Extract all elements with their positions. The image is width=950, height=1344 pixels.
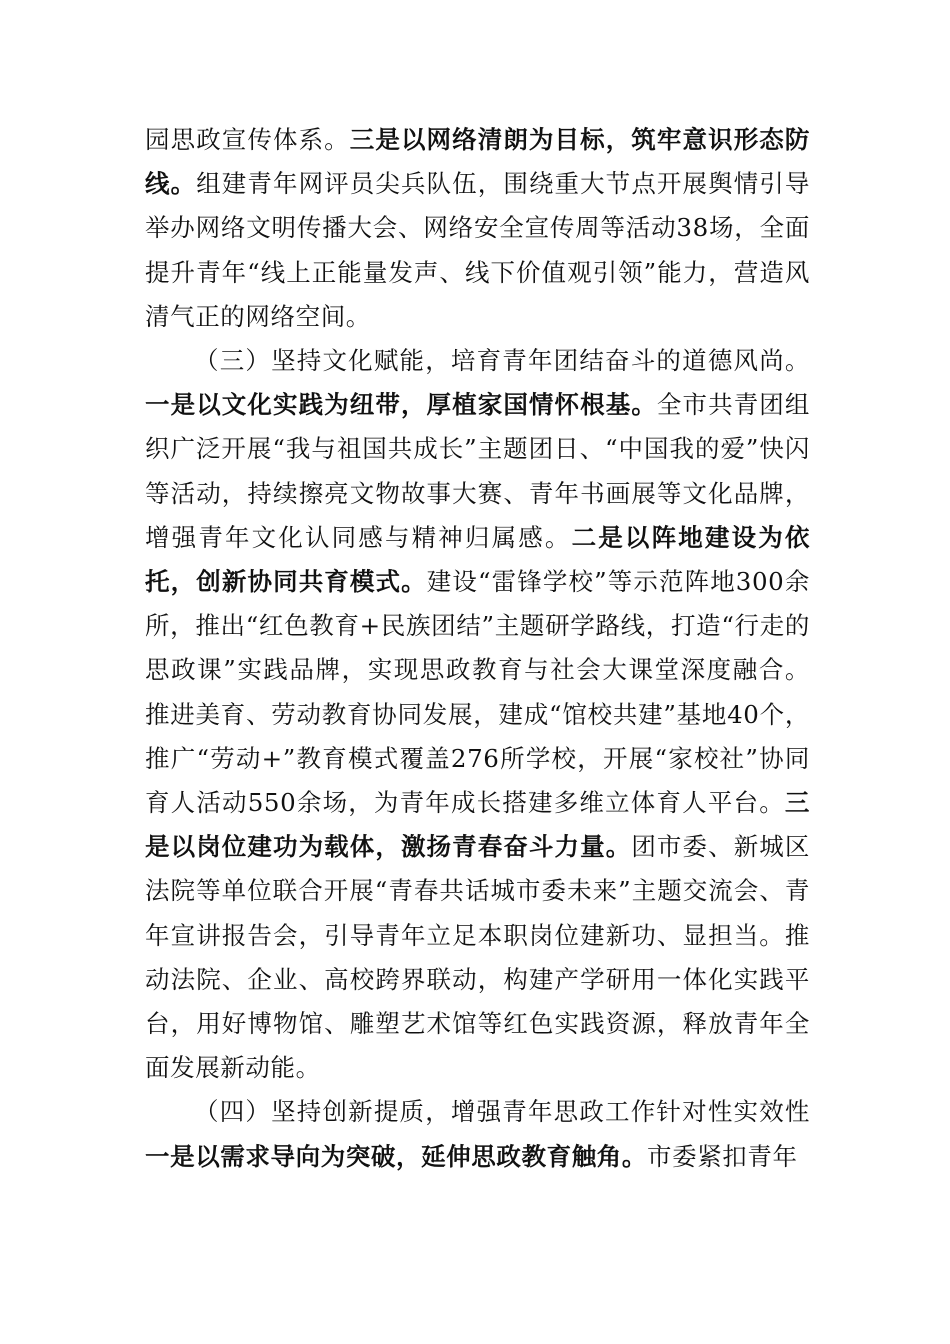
text-segment: 市委紧扣青年 [647, 1141, 798, 1171]
bold-heading-segment: 二是以阵地建设为依托，创新协同共育模式。 [145, 522, 810, 597]
text-segment: 全市共青团组织广泛开展“我与祖国共成长”主题团日、“中国我的爱”快闪等活动，持续擦亮文物故事大赛、青年书画展等文化品牌，增强青年文化认同感与精神归属感。 [145, 390, 810, 552]
section-heading: （三）坚持文化赋能，培育青年团结奋斗的道德风尚。 [194, 346, 810, 376]
bold-heading-segment: 三是以网络清朗为目标，筑牢意识形态防线。 [145, 125, 810, 199]
bold-heading-segment: 三是以岗位建功为载体，激扬青春奋斗力量。 [145, 788, 810, 862]
bold-heading-segment: 一是以文化实践为纽带，厚植家国情怀根基。 [145, 390, 657, 420]
text-segment: 建设“雷锋学校”等示范阵地300余所，推出“红色教育+民族团结”主题研学路线，打造“行走的思政课”实践品牌，实现思政教育与社会大课堂深度融合。推进美育、劳动教育协同发展，建成“馆校共建”基地40个，推广“劳动+”教育模式覆盖276所学校，开展“家校社”协同育人活动550余场，为青年成长搭建多维立体育人平台。 [145, 567, 810, 818]
bold-heading-segment: 一是以需求导向为突破，延伸思政教育触角。 [145, 1141, 647, 1171]
paragraph-section-four [145, 1090, 810, 1178]
text-segment: 园思政宣传体系。 [145, 125, 350, 154]
section-heading: （四）坚持创新提质，增强青年思政工作针对性实效性 [194, 1097, 810, 1127]
text-segment: 组建青年网评员尖兵队伍，围绕重大节点开展舆情引导举办网络文明传播大会、网络安全宣传周等活动38场，全面提升青年“线上正能量发声、线下价值观引领”能力，营造风清气正的网络空间。 [145, 169, 810, 331]
document-body [145, 118, 810, 1179]
text-segment: 团市委、新城区法院等单位联合开展“青春共话城市委未来”主题交流会、青年宣讲报告会，引导青年立足本职岗位建新功、显担当。推动法院、企业、高校跨界联动，构建产学研用一体化实践平台，用好博物馆、雕塑艺术馆等红色实践资源，释放青年全面发展新动能。 [145, 832, 811, 1083]
paragraph-section-three [145, 339, 810, 1090]
paragraph-network-governance [145, 118, 810, 339]
